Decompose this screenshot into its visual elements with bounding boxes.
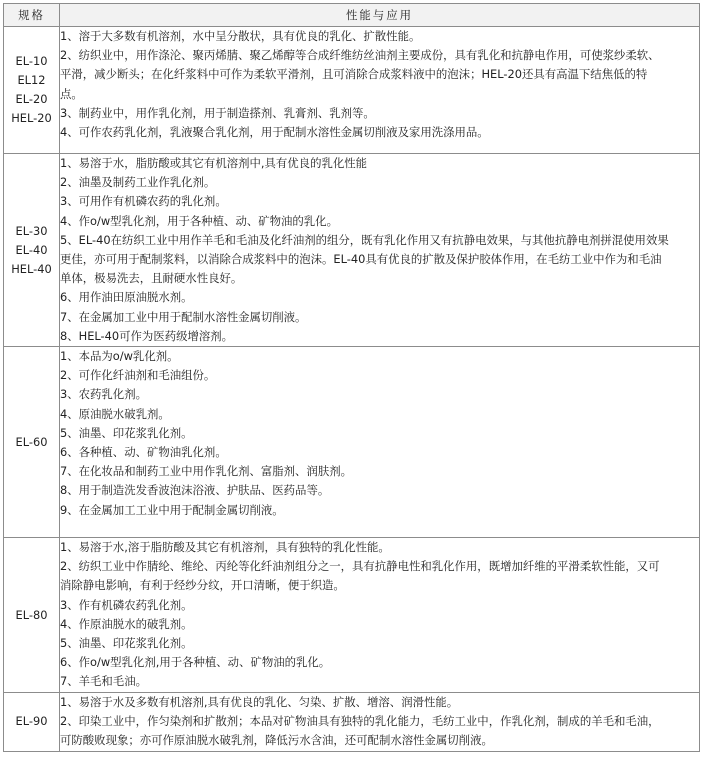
header-model: 规格 (4, 4, 60, 27)
property-line: 1、易溶于水，脂肪酸或其它有机溶剂中,具有优良的乳化性能 (60, 156, 368, 170)
properties-cell (60, 693, 700, 752)
property-line: 6、用作油田原油脱水剂。 (60, 290, 193, 305)
model-name: EL-30 (15, 223, 48, 238)
property-line: 5、EL-40在纺织工业中用作羊毛和毛油及化纤油剂的组分，既有乳化作用又有抗静电效果，与其他抗静电剂拼混使用效果 (60, 232, 669, 247)
model-name: EL12 (17, 73, 46, 87)
model-cell (4, 538, 60, 693)
property-line: 7、在化妆品和制药工业中用作乳化剂、富脂剂、润肤剂。 (60, 464, 353, 479)
properties-cell (60, 27, 700, 154)
property-line: 点。 (60, 86, 83, 101)
property-line: 9、在金属加工工业中用于配制金属切削液。 (60, 502, 284, 517)
property-line: 6、各种植、动、矿物油乳化剂。 (60, 445, 227, 460)
property-line: 7、羊毛和毛油。 (60, 674, 147, 689)
property-line: 消除静电影响，有利于经纱分纹，开口清晰，便于织造。 (60, 578, 345, 593)
property-line: 3、作有机磷农药乳化剂。 (60, 597, 193, 612)
model-cell (4, 693, 60, 752)
table-row (4, 693, 700, 752)
header-row (4, 4, 700, 27)
model-name: EL-20 (15, 92, 48, 106)
model-name: EL-60 (15, 434, 48, 449)
property-line: 7、在金属加工业中用于配制水溶性金属切削液。 (60, 309, 307, 324)
property-line: 4、作o/w型乳化剂，用于各种植、动、矿物油的乳化。 (60, 213, 338, 228)
table-row (4, 27, 700, 154)
property-line: 更佳，亦可用于配制浆料，以消除合成浆料中的泡沫。EL-40具有优良的扩散及保护胶体作用，在毛纺工业中作为和毛油 (60, 252, 662, 267)
property-line: 2、纺织业中，用作涤沦、聚丙烯腈、聚乙烯醇等合成纤维纺丝油剂主要成份，具有乳化和抗静电作用，可使浆纱柔软、 (60, 48, 660, 63)
property-line: 可防酸败现象；亦可作原油脱水破乳剂，降低污水含油，还可配制水溶性金属切削液。 (60, 733, 493, 748)
property-line: 8、用于制造洗发香波泡沫浴液、护肤品、医药品等。 (60, 483, 330, 498)
model-name: EL-40 (15, 242, 48, 257)
model-cell (4, 154, 60, 347)
properties-cell (60, 347, 700, 538)
header-properties: 性能与应用 (60, 4, 700, 27)
property-line: 5、油墨、印花浆乳化剂。 (60, 425, 193, 440)
property-line: 2、油墨及制药工业作乳化剂。 (60, 175, 216, 190)
model-name: EL-80 (15, 607, 48, 622)
properties-cell (60, 538, 700, 693)
table-row (4, 154, 700, 347)
property-line: 1、易溶于水及多数有机溶剂,具有优良的乳化、匀染、扩散、增溶、润滑性能。 (60, 695, 459, 710)
model-name: HEL-40 (11, 261, 52, 276)
properties-cell (60, 154, 700, 347)
table-row (4, 347, 700, 538)
property-line: 3、农药乳化剂。 (60, 387, 147, 402)
property-line: 3、可用作有机磷农药的乳化剂。 (60, 194, 227, 209)
model-name: HEL-20 (11, 111, 52, 125)
model-cell (4, 347, 60, 538)
property-line: 4、原油脱水破乳剂。 (60, 406, 170, 421)
property-line: 单体，极易洗去，且耐硬水性良好。 (60, 271, 243, 286)
property-line: 4、可作农药乳化剂，乳液聚合乳化剂，用于配制水溶性金属切削液及家用洗涤用品。 (60, 125, 489, 140)
property-line: 6、作o/w型乳化剂,用于各种植、动、矿物油的乳化。 (60, 655, 331, 670)
property-line: 平滑，减少断头；在化纤浆料中可作为柔软平滑剂，且可消除合成浆料液中的泡沫；HEL-20还具有高温下结焦低的特 (60, 67, 648, 82)
table-row (4, 538, 700, 693)
property-line: 1、溶于大多数有机溶剂，水中呈分散状，具有优良的乳化、扩散性能。 (60, 29, 421, 43)
property-line: 2、纺织工业中作腈纶、维纶、丙纶等化纤油剂组分之一，具有抗静电性和乳化作用，既增加纤维的平滑柔软性能，又可 (60, 559, 660, 574)
property-line: 1、本品为o/w乳化剂。 (60, 349, 179, 364)
property-line: 2、印染工业中，作匀染剂和扩散剂；本品对矿物油具有独特的乳化能力，毛纺工业中，作乳化剂，制成的羊毛和毛油， (60, 714, 660, 729)
model-name: EL-90 (15, 714, 48, 729)
property-line: 5、油墨、印花浆乳化剂。 (60, 636, 193, 651)
property-line: 1、易溶于水,溶于脂肪酸及其它有机溶剂，具有独特的乳化性能。 (60, 540, 390, 555)
property-line: 2、可作化纤油剂和毛油组份。 (60, 368, 216, 383)
spec-table (3, 3, 700, 752)
model-cell (4, 27, 60, 154)
property-line: 3、制药业中，用作乳化剂，用于制造搽剂、乳膏剂、乳剂等。 (60, 105, 375, 120)
property-line: 8、HEL-40可作为医药级增溶剂。 (60, 328, 234, 343)
property-line: 4、作原油脱水的破乳剂。 (60, 616, 193, 631)
model-name: EL-10 (15, 54, 48, 68)
